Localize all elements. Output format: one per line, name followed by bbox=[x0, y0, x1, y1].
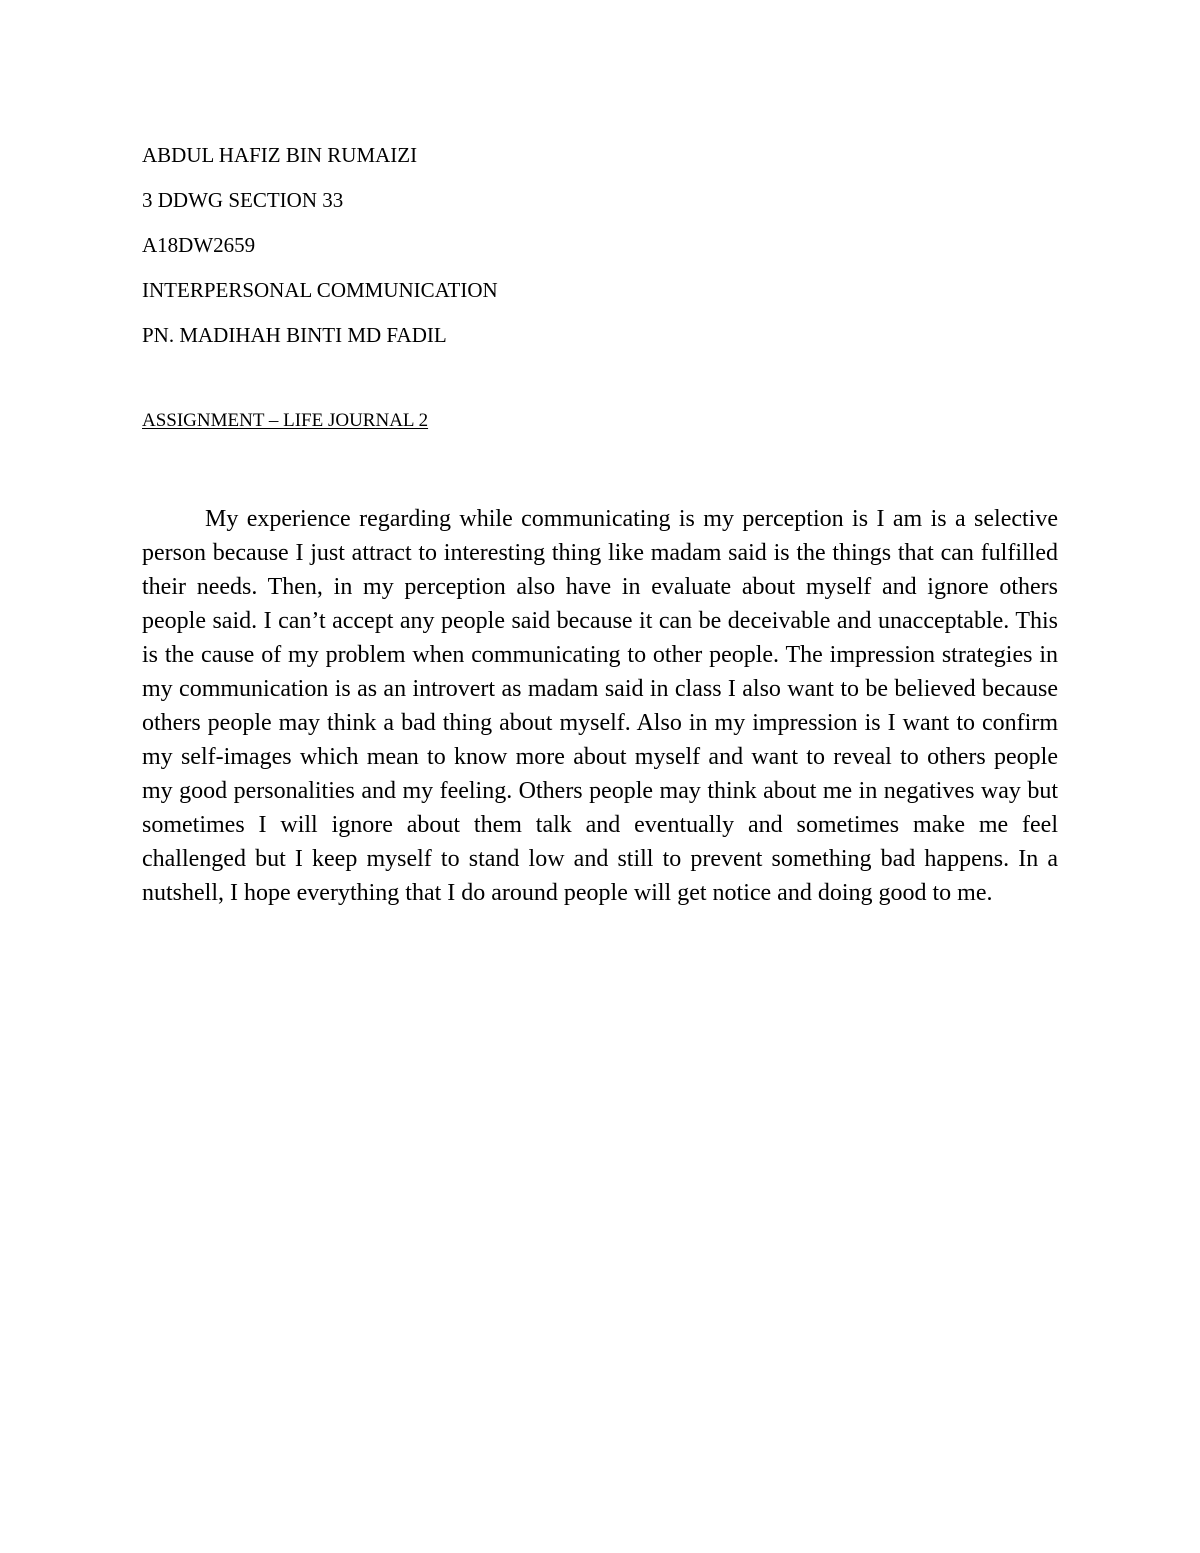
course-name: INTERPERSONAL COMMUNICATION bbox=[142, 278, 498, 302]
header-block bbox=[142, 143, 1062, 368]
lecturer-name: PN. MADIHAH BINTI MD FADIL bbox=[142, 323, 447, 347]
student-id: A18DW2659 bbox=[142, 233, 256, 257]
class-section: 3 DDWG SECTION 33 bbox=[142, 188, 344, 212]
body-paragraph: My experience regarding while communicating is my perception is I am is a selective person because I just attract to interesting thing like madam said is the things that can fulfilled their needs. Then, in my perception also have in evaluate about myself and ignore others people said. I can’t accept any people said because it can be deceivable and unacceptable. This is the cause of my problem when communicating to other people. The impression strategies in my communication is as an introvert as madam said in class I also want to be believed because others people may think a bad thing about myself. Also in my impression is I want to confirm my self-images which mean to know more about myself and want to reveal to others people my good personalities and my feeling. Others people may think about me in negatives way but sometimes I will ignore about them talk and eventually and sometimes make me feel challenged but I keep myself to stand low and still to prevent something bad happens. In a nutshell, I hope everything that I do around people will get notice and doing good to me. bbox=[142, 506, 1058, 906]
assignment-title: ASSIGNMENT – LIFE JOURNAL 2 bbox=[142, 410, 429, 431]
student-name: ABDUL HAFIZ BIN RUMAIZI bbox=[142, 143, 418, 167]
